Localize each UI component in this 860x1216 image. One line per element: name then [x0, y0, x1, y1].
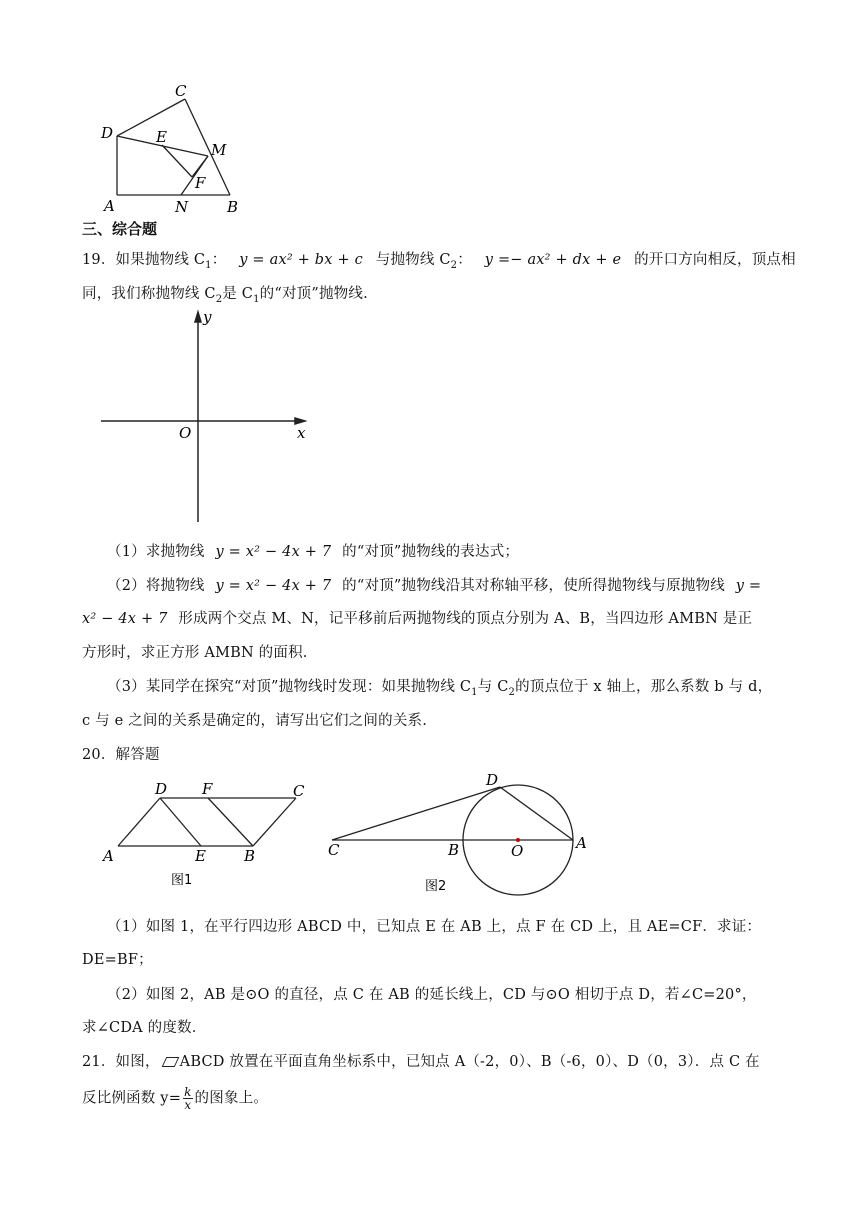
q19-line2: 同，我们称抛物线 $C_2$是 $C_1$的“对顶”抛物线. — [82, 286, 368, 305]
label-B: B — [227, 198, 239, 216]
axis-x-label: x — [297, 424, 306, 442]
q20-part2-line2: 求∠CDA 的度数． — [82, 1020, 207, 1036]
q19-part1: （1）求抛物线 y = x² − 4x + 7 的“对顶”抛物线的表达式； — [107, 544, 520, 560]
fig2-label-C: C — [328, 841, 340, 859]
section-title: 三、综合题 — [82, 220, 158, 238]
q19-part2-line3: 方形时，求正方形 AMBN 的面积. — [82, 645, 308, 661]
label-D: D — [101, 124, 114, 142]
fig1-label-C: C — [293, 782, 305, 800]
q19-equation-c1: y = ax² + bx + c — [239, 252, 363, 268]
q19-part3-line1: （3）某同学在探究“对顶”抛物线时发现：如果抛物线 $C_1$与 $C_2$的顶点位于 x 轴上，那么系数 b 与 d， — [107, 679, 773, 698]
q20-title: 20．解答题 — [82, 747, 160, 763]
parallelogram-symbol — [161, 1057, 179, 1067]
q21-line1: 21．如图， ABCD 放置在平面直角坐标系中，已知点 A（-2，0）、B（-6，0）、D（0，3）．点 C 在 — [82, 1054, 760, 1070]
figure-parallelogram — [98, 776, 318, 896]
q20-part1-line2: DE=BF； — [82, 952, 153, 968]
fig2-label-A: A — [576, 834, 587, 852]
fig1-label-F: F — [202, 780, 213, 798]
label-F: F — [195, 174, 206, 192]
fig2-caption: 图2 — [425, 879, 447, 894]
q20-part1-line1: （1）如图 1，在平行四边形 ABCD 中，已知点 E 在 AB 上，点 F 在 CD 上，且 AE=CF．求证： — [107, 919, 762, 935]
label-E: E — [156, 128, 167, 146]
fig2-label-O: O — [511, 842, 524, 860]
fraction-k-over-x: $\frac{k}{x}$ — [184, 1085, 192, 1112]
figure-circle-tangent — [320, 770, 595, 898]
figure-axes — [95, 308, 315, 528]
figure-quadrilateral — [95, 78, 245, 218]
label-A: A — [104, 197, 115, 215]
q19-line1: 19．如果抛物线 $C_1$： y = ax² + bx + c 与抛物线 $C_2$： y =− ax² + dx + e 的开口方向相反，顶点相 — [82, 252, 796, 271]
label-C: C — [175, 82, 187, 100]
axis-origin-label: O — [179, 424, 192, 442]
fig1-label-A: A — [103, 847, 114, 865]
q21-line2: 反比例函数 y= $\frac{k}{x}$ 的图象上。 — [82, 1085, 269, 1112]
fig1-label-D: D — [155, 780, 168, 798]
fig1-label-E: E — [195, 847, 206, 865]
fig1-label-B: B — [244, 847, 256, 865]
label-N: N — [175, 198, 189, 216]
q19-part3-line2: c 与 e 之间的关系是确定的，请写出它们之间的关系. — [82, 713, 428, 729]
fig1-caption: 图1 — [171, 873, 193, 888]
q19-part2-line1: （2）将抛物线 y = x² − 4x + 7 的“对顶”抛物线沿其对称轴平移，使所得抛物线与原抛物线 y = — [107, 578, 762, 594]
q19-part2-line2: x² − 4x + 7 形成两个交点 M、N，记平移前后两抛物线的顶点分别为 A、B，当四边形 AMBN 是正 — [82, 611, 753, 627]
q20-part2-line1: （2）如图 2，AB 是⊙O 的直径，点 C 在 AB 的延长线上，CD 与⊙O 相切于点 D，若∠C=20°， — [107, 987, 757, 1003]
fig2-label-B: B — [448, 841, 460, 859]
axis-y-label: y — [203, 308, 212, 326]
label-M: M — [211, 141, 227, 159]
q19-equation-c2: y =− ax² + dx + e — [484, 252, 622, 268]
fig2-label-D: D — [486, 771, 499, 789]
